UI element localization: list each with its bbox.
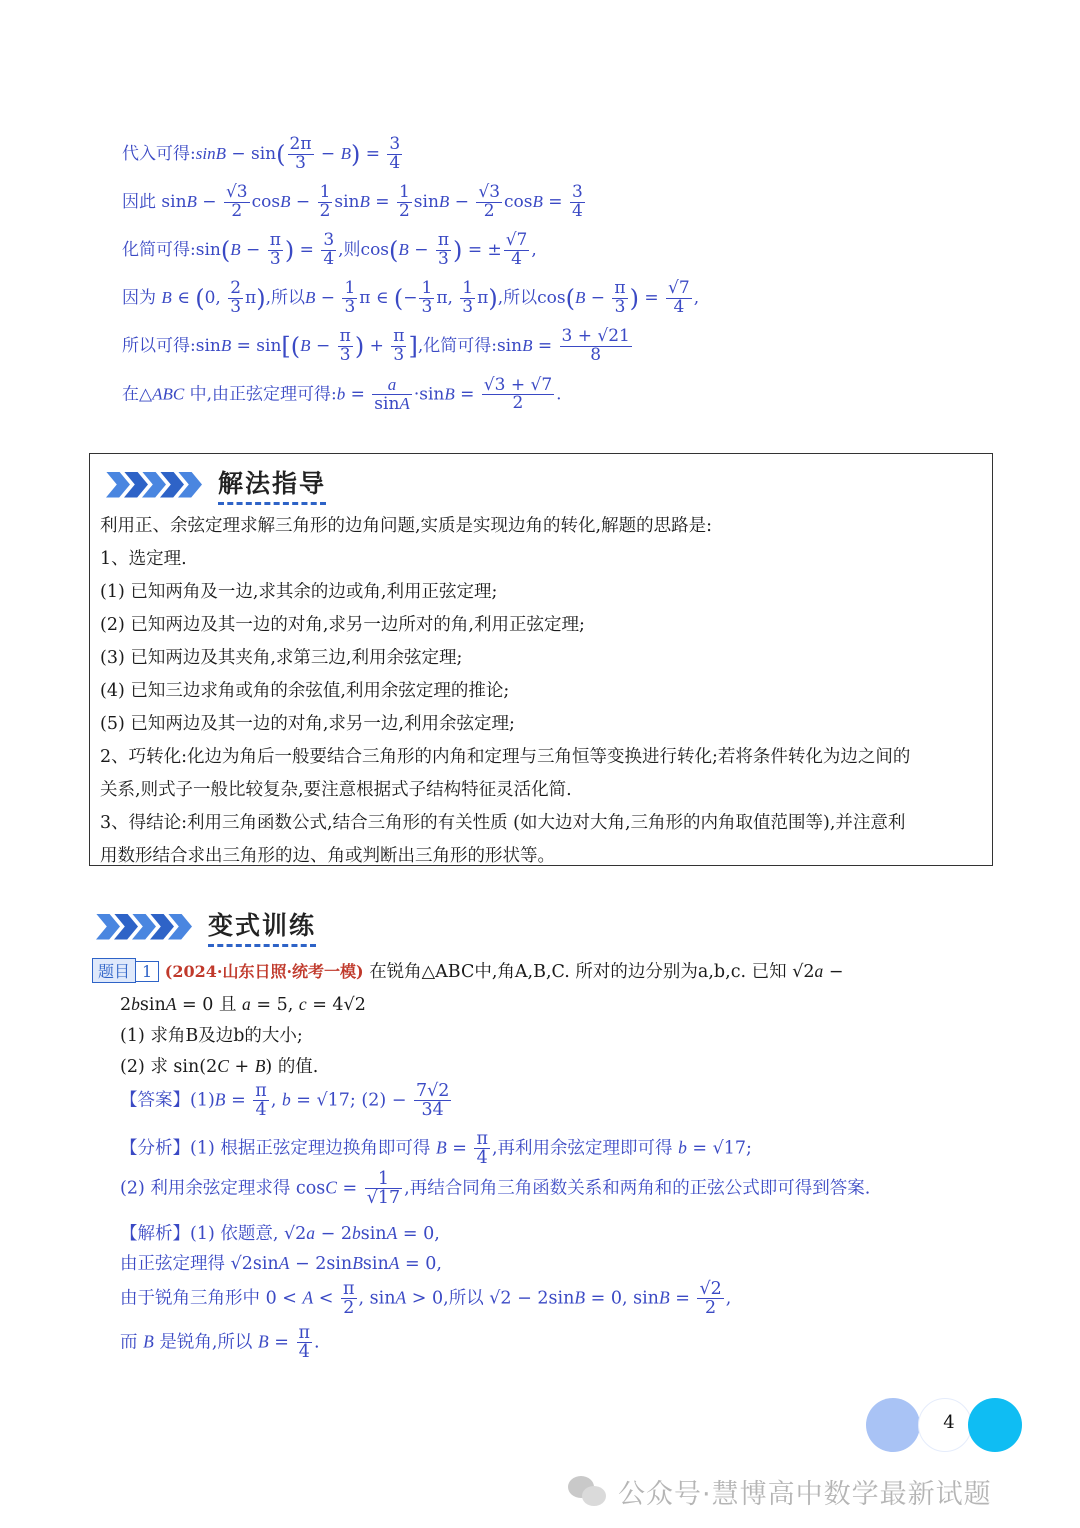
chevron-arrows-icon [96, 914, 186, 940]
solution-step-3: 由于锐角三角形中 0 < A < $\frac{\pi}{2}$ , sinA > 0,所以 √2 − 2sinB = 0, sinB = $\frac{√2}{2}$ , [120, 1279, 732, 1319]
guide-line: 用数形结合求出三角形的边、角或判断出三角形的形状等。 [100, 846, 555, 866]
problem-number: 1 [135, 961, 159, 982]
footer-text: 公众号·慧博高中数学最新试题 [618, 1478, 992, 1510]
guide-line: 利用正、余弦定理求解三角形的边角问题,实质是实现边角的转化,解题的思路是: [100, 516, 713, 536]
solution-step-1: 【解析】(1) 依题意, √2a − 2bsinA = 0, [120, 1223, 440, 1244]
solution-line-3: 化简可得:sin(B − $\frac{\pi}{3}$ ) = $\frac{3}{4}$ ,则cos(B − $\frac{\pi}{3}$ ) = ± $\frac{√7}{4}$ , [122, 230, 537, 269]
guide-line: 关系,则式子一般比较复杂,要注意根据式子结构特征灵活化简. [100, 780, 572, 800]
guide-line: 2、巧转化:化边为角后一般要结合三角形的内角和定理与三角恒等变换进行转化;若将条件转化为边之间的 [100, 747, 911, 767]
guide-line: 3、得结论:利用三角函数公式,结合三角形的有关性质 (如大边对大角,三角形的内角取值范围等),并注意利 [100, 813, 906, 833]
solution-step-4: 而 B 是锐角,所以 B = $\frac{\pi}{4}$ . [120, 1323, 320, 1363]
solution-line-1: 代入可得:sinB − sin( $\frac{2\pi}{3}$ − B) = $\frac{3}{4}$ [122, 134, 401, 173]
question-1: (1) 求角B及边b的大小; [120, 1026, 303, 1046]
problem-source: (2024·山东日照·统考一模) [164, 962, 364, 981]
guide-line: (3) 已知两边及其夹角,求第三边,利用余弦定理; [100, 648, 463, 668]
guide-line: 1、选定理. [100, 549, 187, 569]
guide-line: (5) 已知两边及其一边的对角,求另一边,利用余弦定理; [100, 714, 515, 734]
analysis-line-1: 【分析】(1) 根据正弦定理边换角即可得 B = $\frac{\pi}{4}$ ,再利用余弦定理即可得 b = √17; [120, 1129, 752, 1169]
solution-line-5: 所以可得:sinB = sin[(B − $\frac{\pi}{3}$ ) + $\frac{\pi}{3}$ ],化简可得:sinB = $\frac{3 + √21}{8}$ [122, 326, 630, 365]
answer-line: 【答案】(1)B = $\frac{\pi}{4}$ , b = √17; (2) − $\frac{7√2}{34}$ [120, 1081, 450, 1121]
question-2: (2) 求 sin(2C + B) 的值. [120, 1056, 319, 1077]
variant-title: 变式训练 [208, 906, 316, 947]
guide-line: (1) 已知两角及一边,求其余的边或角,利用正弦定理; [100, 582, 498, 602]
chevron-arrows-icon [106, 472, 196, 498]
page-circle-left [866, 1398, 920, 1452]
guide-line: (2) 已知两边及其一边的对角,求另一边所对的角,利用正弦定理; [100, 615, 585, 635]
analysis-line-2: (2) 利用余弦定理求得 cosC = $\frac{1}{√17}$ ,再结合同角三角函数关系和两角和的正弦公式即可得到答案. [120, 1169, 871, 1209]
solution-step-2: 由正弦定理得 √2sinA − 2sinBsinA = 0, [120, 1253, 442, 1274]
page-number: 4 [943, 1412, 955, 1433]
guide-title: 解法指导 [218, 464, 326, 505]
footer-watermark [568, 1468, 1068, 1514]
problem-stem-2: 2bsinA = 0 且 a = 5, c = 4√2 [120, 994, 366, 1015]
solution-line-4: 因为 B ∈ (0, $\frac{2}{3}$ π),所以B − $\frac{1}{3}$ π ∈ (− $\frac{1}{3}$ π, $\frac{1}{3}$ π),所以cos(B − $\frac{\pi}{3}$ ) = $\frac{√7}{4}$ , [122, 278, 700, 317]
variant-banner [96, 906, 316, 947]
page-circle-right [968, 1398, 1022, 1452]
problem-header: 题目 1 (2024·山东日照·统考一模) 在锐角△ABC中,角A,B,C. 所对的边分别为a,b,c. 已知 √2a − [92, 958, 843, 983]
solution-line-6: 在△ABC 中,由正弦定理可得:b = $\frac{a}{\sin A}$ ·sinB = $\frac{√3 + √7}{2}$ . [122, 374, 562, 414]
method-guide-box [89, 453, 993, 866]
solution-line-2: 因此 sinB − $\frac{√3}{2}$ cosB − $\frac{1}{2}$ sinB = $\frac{1}{2}$ sinB − $\frac{√3}{2}$ cosB = $\frac{3}{4}$ [122, 182, 583, 221]
guide-banner [106, 464, 326, 505]
problem-tag: 题目 [92, 958, 136, 983]
wechat-icon [568, 1474, 610, 1508]
guide-text [100, 510, 980, 873]
guide-line: (4) 已知三边求角或角的余弦值,利用余弦定理的推论; [100, 681, 510, 701]
